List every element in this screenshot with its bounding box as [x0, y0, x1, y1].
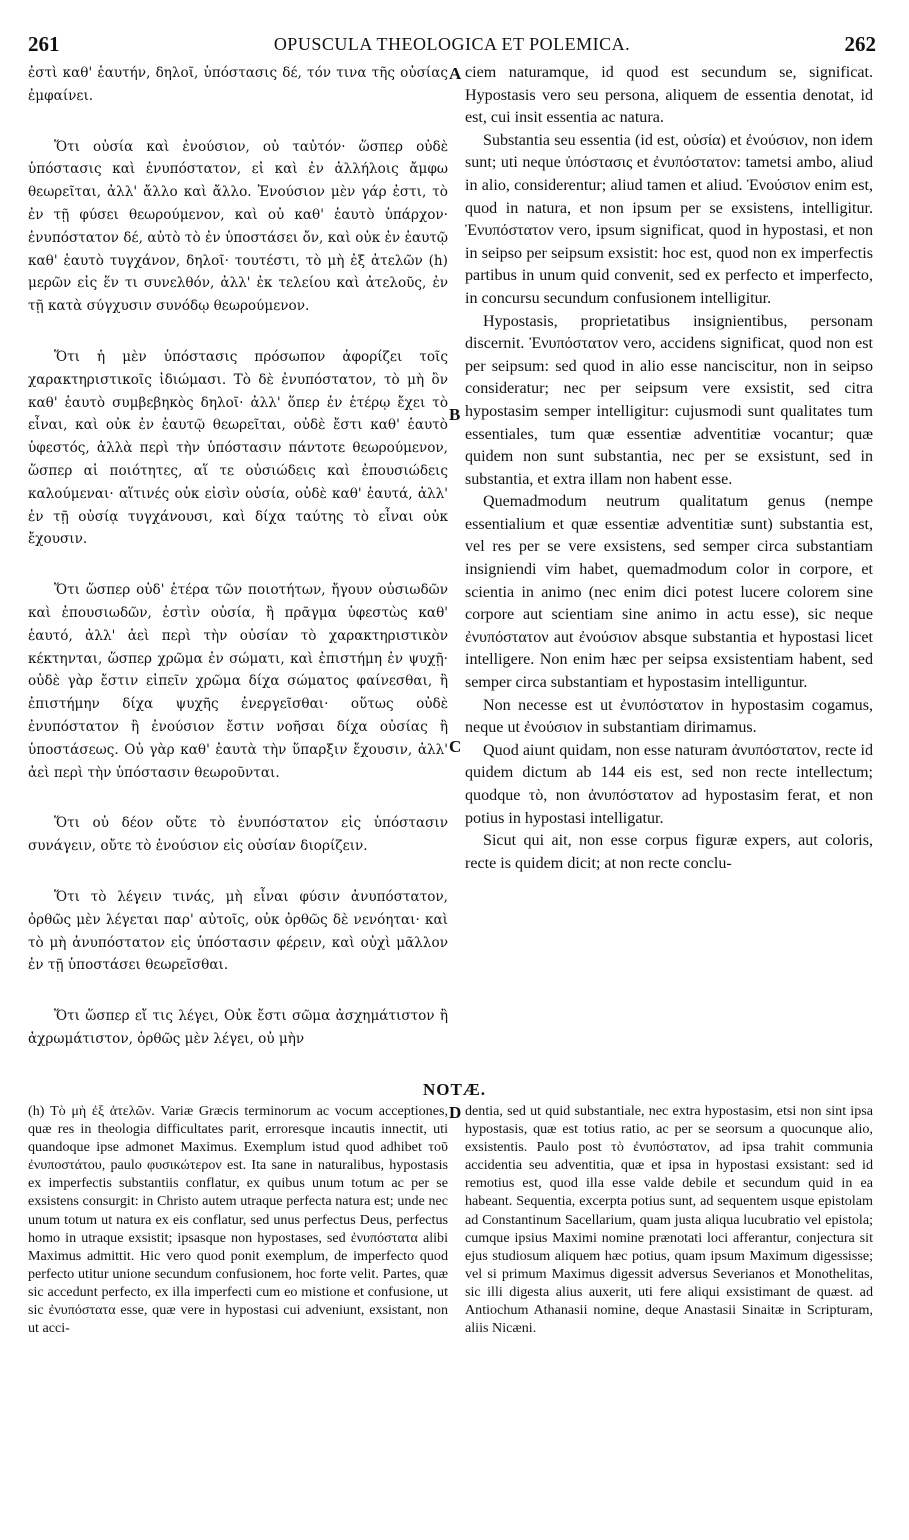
greek-text-column: [28, 62, 448, 1079]
right-page-number: 262: [844, 32, 876, 56]
column-marker-b: B: [449, 405, 461, 424]
note-text: dentia, sed ut quid substantiale, nec extra hypostasim, etsi non sint ipsa hypostasis, quæ est totius ratio, ac per se seorsum a quocunque alio, exsistentis. Paulo post τὸ ἐνυπόστατον, ad ipsa trahit communia accidentia seu adventitia, quæ et ipsa in hypostasi exsistant: sed id remotius est, quod illa esse valde debile et secundum quid in ea habeant. Sequentia, excerpta potius sunt, ad sequentem usque epistolam ad Constantinum Sacellarium, quam justa aliqua lucubratio vel epistola; cumque ipsius Maximi nomine prænotati loci afferantur, conjectura sit ejus studiosum aliquem hæc potius, quam ipsum Maximum digessisse; vel si primum Maximus digessit adversus Severianos et Monothelitas, sic illi digesta alius auxerit, uti fere aliqui exsistimant de quæst. ad Antiochum Athanasii nomine, deque Anastasii Sinaitæ in Scripturam, aliis Nicæni.: [465, 1103, 873, 1337]
running-header: [28, 32, 876, 60]
greek-paragraph: Ὅτι ὥσπερ εἴ τις λέγει, Οὐκ ἔστι σῶμα ἀσχημάτιστον ἢ ἀχρωμάτιστον, ὀρθῶς μὲν λέγει, οὐ μὴν: [28, 1008, 448, 1047]
greek-paragraph: Ὅτι ὥσπερ οὐδ' ἑτέρα τῶν ποιοτήτων, ἤγουν οὐσιωδῶν καὶ ἐπουσιωδῶν, ἐστὶν οὐσία, ἢ πρᾶγμα ὑφεστὼς καθ' ἑαυτό, ἀλλ' ἀεὶ περὶ τὴν οὐσίαν τὸ χαρακτηριστικὸν κέκτηνται, ὥσπερ χρῶμα ἐν σώματι, καὶ ἐπιστήμη ἐν ψυχῇ· οὐδὲ γὰρ ἔστιν εἰπεῖν χρῶμα δίχα σώματος φαίνεσθαι, ἢ ἐπιστήμην δίχα ψυχῆς ἐνεργεῖσθαι· οὕτως οὐδὲ ἐνυπόστατον ἢ ἐνούσιον ἔστιν νοῆσαι δίχα οὐσίας ἢ ὑποστάσεως. Οὐ γὰρ καθ' ἑαυτὰ τὴν ὕπαρξιν ἔχουσιν, ἀλλ' ἀεὶ περὶ τὴν ὑπόστασιν θεωροῦνται.: [28, 582, 448, 781]
latin-paragraph: Non necesse est ut ἐνυπόστατον in hypostasim cogamus, neque ut ἐνούσιον in substantiam dirimamus.: [465, 696, 873, 737]
latin-text-column: [465, 62, 873, 875]
latin-paragraph: Quemadmodum neutrum qualitatum genus (nempe essentialium et quæ essentiæ adventitiæ sunt) substantia est, vel res per se vere exsistens, sed semper circa substantiam insigniendi vim habet, quemadmodum color in corpore, et scientia in animo (nec enim dici potest lucere colorem sine corpore aut scientiam sine animo in actu esse), sic neque ἐνυπόστατον aut ἐνούσιον absque substantia et hypostasi licet intelligere. Non enim hæc per seipsa exsistentiam habent, sed semper circa substantiam et hypostasim intelliguntur.: [465, 493, 873, 692]
note-text: (h) Τὸ μὴ ἐξ ἀτελῶν. Variæ Græcis terminorum ac vocum acceptiones, quæ res in theologia difficultates parit, erroresque incautis innectit, uti quandoque ipse admonet Maximus. Exemplum istud quod adhibet τοῦ ἐνυποστάτου, paulo φυσικώτερον est. Ita sane in naturalibus, hypostasis ex imperfectis substantiis conflatur, ex quibus unum totum ac per se exsistens consurgit: in Christo autem utraque perfecta natura est; unde nec unum totum ut natura ex eis conflatur, sed unus perfectus Deus, perfectus homo in utraque exsistit; ipsasque non hypostases, sed ἐνυπόστατα alibi Maximus admittit. Hic vero quod ponit exemplum, de imperfecto quod perfecto utitur unione secundum confusionem, hoc forte velit. Partes, quæ sic accedunt perfecto, ex illa imperfecti cum eo mistione et confusione, ut sic ἐνυπόστατα esse, quæ vere in hypostasi cui adveniunt, exsistant, non ut acci-: [28, 1103, 448, 1337]
latin-paragraph: ciem naturamque, id quod est secundum se, significat. Hypostasis vero seu persona, aliquem de essentia denotat, id est, cui insit essentia ac natura.: [465, 64, 873, 127]
column-marker-c: C: [449, 737, 462, 756]
greek-paragraph: Ὅτι οὐσία καὶ ἐνούσιον, οὐ ταὐτόν· ὥσπερ οὐδὲ ὑπόστασις καὶ ἐνυπόστατον, εἰ καὶ ἐν ἀλλήλοις ἄμφω θεωρεῖται, ἀλλ' ἄλλο καὶ ἄλλο. Ἐνούσιον μὲν γάρ ἐστι, τὸ ἐν τῇ φύσει θεωρούμενον, καὶ οὐ καθ' ἑαυτὸ ὑπάρχον· ἐνυπόστατον δέ, αὐτὸ τὸ ἐν ὑποστάσει ὄν, καὶ οὐκ ἐν ἑαυτῷ καθ' ἑαυτὸ τυγχάνον, δηλοῖ· τουτέστι, τὸ μὴ ἐξ ἀτελῶν (h) μερῶν εἰς ἕν τι συνελθόν, ἀλλ' ἐκ τελείου καὶ ἀτελοῦς, ἐν τῇ κατὰ σύγχυσιν συνόδῳ θεωρούμενον.: [28, 138, 448, 315]
notes-heading: NOTÆ.: [422, 1080, 487, 1099]
latin-paragraph: Sicut qui ait, non esse corpus figuræ expers, aut coloris, recte is quidem dicit; at non recte conclu-: [465, 832, 873, 872]
latin-paragraph: Substantia seu essentia (id est, οὐσία) et ἐνούσιον, non idem sunt; uti neque ὑπόστασις et ἐνυπόστατον: tametsi ambo, aliud in alio, considerentur; aliud tamen et aliud. Ἐνούσιον enim est, quod in natura, et non ipsum per se exsistens, intelligitur. Ἐνυπόστατον vero, ipsum significat, quod in hypostasi, et non in seipso per seipsum exsistit: hoc est, quod non ex imperfectis partibus in unum quid convenit, sed ex perfecto et imperfecto, in concursu secundum confusionem intelligitur.: [465, 131, 873, 307]
greek-paragraph: Ὅτι τὸ λέγειν τινάς, μὴ εἶναι φύσιν ἀνυπόστατον, ὀρθῶς μὲν λέγεται παρ' αὐτοῖς, οὐκ ὀρθῶς δὲ νενόηται· καὶ τὸ μὴ ἀνυπόστατον εἰς ὑπόστασιν φέρειν, καὶ οὐχὶ μᾶλλον ἐν τῇ ὑποστάσει θεωρεῖσθαι.: [28, 888, 448, 974]
running-title: OPUSCULA THEOLOGICA ET POLEMICA.: [273, 34, 631, 54]
notes-right-column: [465, 1102, 873, 1337]
left-page-number: 261: [28, 32, 60, 56]
greek-paragraph: ἐστὶ καθ' ἑαυτήν, δηλοῖ, ὑπόστασις δέ, τόν τινα τῆς οὐσίας ἐμφαίνει.: [28, 65, 448, 104]
column-marker-a: A: [449, 64, 462, 83]
greek-paragraph: Ὅτι ἡ μὲν ὑπόστασις πρόσωπον ἀφορίζει τοῖς χαρακτηριστικοῖς ἰδιώμασι. Τὸ δὲ ἐνυπόστατον, τὸ μὴ ὂν καθ' ἑαυτὸ συμβεβηκὸς δηλοῖ· ἀλλ' ὅπερ ἐν ἑτέρῳ ἔχει τὸ εἶναι, καὶ οὐκ ἐν ἑαυτῷ θεωρεῖται, οὐδὲ ἔστι καθ' ἑαυτὸ ὑφεστός, ἀλλὰ περὶ τὴν ὑπόστασιν πάντοτε θεωρούμενον, ὥσπερ αἱ ποιότητες, αἵ τε οὐσιώδεις καὶ ἐπουσιώδεις καλούμεναι· αἵτινές οὐκ εἰσὶν οὐσία, οὐδὲ καθ' ἑαυτά, ἀλλ' ἐν τῇ οὐσίᾳ τυγχάνουσι, καὶ δίχα ταύτης τὸ εἶναι οὐκ ἔχουσιν.: [28, 348, 448, 548]
latin-paragraph: Quod aiunt quidam, non esse naturam ἀνυπόστατον, recte id quidem dictum ab 144 eis est, sed non recte intellectum; quodque τὸ, non ἀνυπόστατον ad hypostasim ferat, et non potius in hypostasi intelligatur.: [465, 741, 873, 827]
column-marker-d: D: [449, 1103, 462, 1122]
greek-paragraph: Ὅτι οὐ δέον οὔτε τὸ ἐνυπόστατον εἰς ὑπόστασιν συνάγειν, οὔτε τὸ ἐνούσιον εἰς οὐσίαν διορίζειν.: [28, 815, 448, 855]
notes-left-column: [28, 1102, 448, 1337]
latin-paragraph: Hypostasis, proprietatibus insignientibus, personam discernit. Ἐνυπόστατον vero, accidens significat, quod non est per seipsum: sed quod in alio esse nanciscitur, non in seipso consideratur; nec per seipsum vere exsistit, sed citra hypostasim semper intelligitur: cujusmodi sunt qualitates tum essentiales, tum quæ essentiæ adventitiæ vocantur; quæ quidem non sunt substantia, nec per se exsistunt, sed in substantia, et extra illam non habent esse.: [465, 312, 873, 488]
